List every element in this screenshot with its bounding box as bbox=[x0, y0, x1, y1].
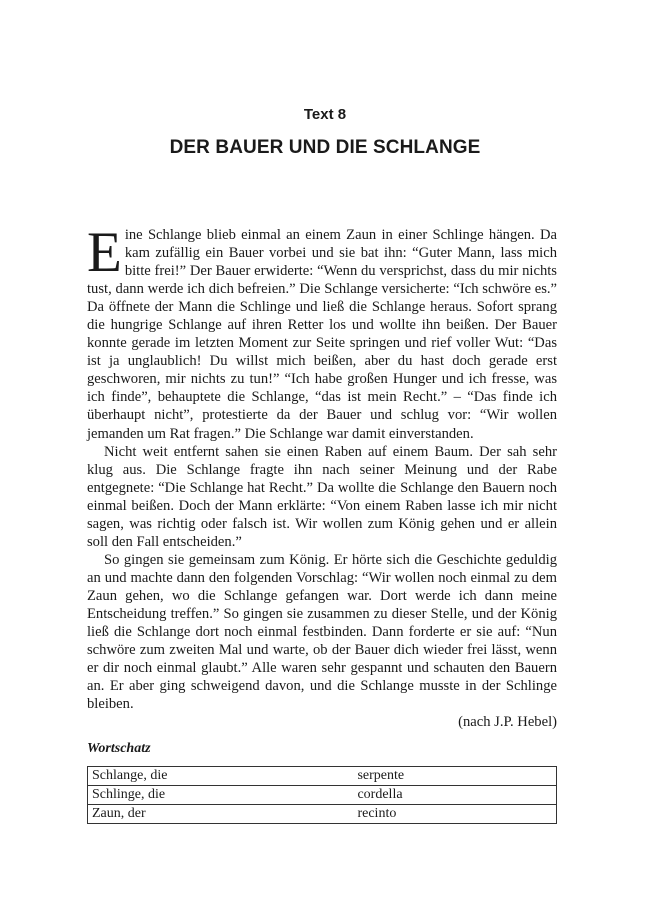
vocabulary-heading: Wortschatz bbox=[87, 741, 151, 756]
attribution: (nach J.P. Hebel) bbox=[458, 714, 557, 730]
story-body bbox=[87, 221, 557, 713]
table-row bbox=[88, 767, 557, 786]
vocabulary-table bbox=[87, 766, 557, 824]
italian-term: cordella bbox=[353, 786, 556, 805]
german-term: Schlange, die bbox=[88, 767, 354, 786]
page-title: DER BAUER UND DIE SCHLANGE bbox=[169, 137, 481, 158]
italian-term: serpente bbox=[353, 767, 556, 786]
drop-cap: E bbox=[87, 221, 122, 284]
paragraph-3: So gingen sie gemeinsam zum König. Er hörte sich die Geschichte geduldig an und machte dann den folgenden Vorschlag: “Wir wollen noch einmal zu dem Zaun gehen, wo die Schlange gefangen war. Dort werde ich dann meine Entscheidung treffen.” So gingen sie zusammen zu dieser Stelle, und der König ließ die Schlange dort noch einmal festbinden. Dann forderte er sie auf: “Nun schwöre zum zweiten Mal und warte, ob der Bauer dich wieder frei lässt, wenn er dir noch einmal glaubt.” Alle waren sehr gespannt und schauten den Bauern an. Er aber ging schweigend davon, und die Schlange musste in der Schlinge bleiben. bbox=[87, 551, 557, 713]
german-term: Zaun, der bbox=[92, 806, 146, 821]
paragraph-1-text: ine Schlange blieb einmal an einem Zaun in einer Schlinge hängen. Da kam zufällig ein Bauer vorbei und sie bat ihn: “Guter Mann, lass mich bitte frei!” Der Bauer erwiderte: “Wenn du versprichst, dass du mir nichts tust, dann werde ich dich befreien.” Die Schlange versicherte: “Ich schwöre es.” Da öffnete der Mann die Schlinge und ließ die Schlange heraus. Sofort sprang die hungrige Schlange auf ihren Retter los und wollte ihn beißen. Der Bauer konnte gerade im letzten Moment zur Seite springen und rief voller Wut: “Das ist ja unglaublich! Du willst mich beißen, aber du hast doch gerade erst geschworen, mir nichts zu tun!” “Ich habe großen Hunger und ich fresse, was ich finde”, behauptete die Schlange, “das ist mein Recht.” – “Das finde ich überhaupt nicht”, protestierte da der Bauer und schlug vor: “Wir wollen jemanden um Rat fragen.” Die Schlange war damit einverstanden. bbox=[87, 227, 557, 442]
table-row bbox=[88, 786, 557, 805]
paragraph-1 bbox=[87, 221, 557, 443]
table-row bbox=[88, 805, 557, 824]
german-term: Schlinge, die bbox=[88, 786, 354, 805]
text-number: Text 8 bbox=[303, 106, 347, 123]
italian-term: recinto bbox=[357, 806, 397, 821]
paragraph-2: Nicht weit entfernt sahen sie einen Raben auf einem Baum. Der sah sehr klug aus. Die Schlange fragte ihn nach seiner Meinung und der Rabe entgegnete: “Die Schlange hat Recht.” Da wollte die Schlange den Bauern noch einmal beißen. Doch der Mann erklärte: “Von einem Raben lasse ich mir nicht sagen, was richtig oder falsch ist. Wir wollen zum König gehen und er allein soll den Fall entscheiden.” bbox=[87, 443, 557, 550]
